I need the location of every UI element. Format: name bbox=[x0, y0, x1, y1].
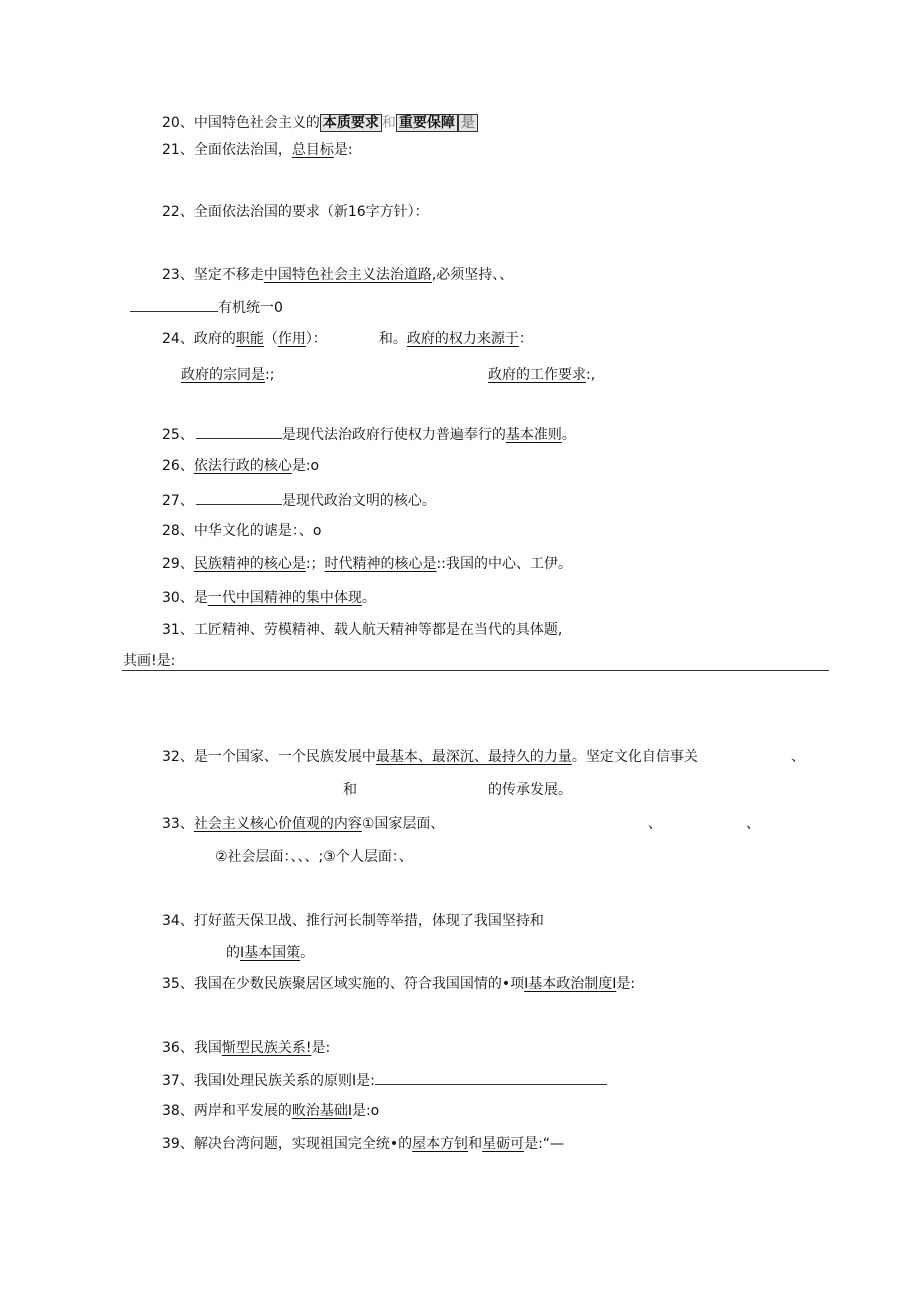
q39-text: 39、解决台湾问题，实现祖国完全统•的 bbox=[162, 1136, 413, 1152]
question-31 bbox=[162, 621, 562, 639]
q26-underlined: 依法行政的核心 bbox=[193, 458, 292, 474]
q25-end: 。 bbox=[561, 427, 576, 443]
q33-comma2 bbox=[746, 815, 760, 833]
q32-and bbox=[343, 781, 357, 799]
question-24 bbox=[162, 330, 533, 348]
q24-work-req: 政府的工作要求 bbox=[488, 367, 586, 383]
q24-work-req-end: :, bbox=[586, 367, 596, 383]
q32-comma-text: 、 bbox=[791, 749, 805, 765]
q29-national-spirit: 民族精神的核心是 bbox=[193, 556, 306, 572]
question-26 bbox=[162, 457, 319, 475]
q24-purpose: 政府的宗同是 bbox=[181, 367, 265, 383]
q39-end: 是:“— bbox=[524, 1136, 565, 1152]
q22-text: 22、全面依法治国的要求（新16字方针）： bbox=[162, 204, 429, 220]
q20-end: 是 bbox=[458, 114, 478, 132]
q37-text: 37、我国I处理民族关系的原则I是: bbox=[162, 1073, 375, 1089]
q30-underlined: 一代中国精神的集中体现 bbox=[207, 590, 362, 606]
q38-text: 38、两岸和平发展的 bbox=[162, 1103, 292, 1119]
q27-blank[interactable] bbox=[196, 490, 282, 505]
question-28 bbox=[162, 522, 321, 540]
q23-text: 23、坚定不移走 bbox=[162, 267, 264, 283]
q27-end: 是现代政治文明的核心。 bbox=[281, 493, 436, 509]
q21-underlined: 总目标 bbox=[291, 142, 334, 158]
question-22 bbox=[162, 203, 429, 221]
question-33 bbox=[162, 815, 444, 833]
question-23 bbox=[162, 266, 513, 284]
q33-comma1 bbox=[648, 815, 662, 833]
q24-end: ： bbox=[518, 331, 533, 347]
q35-end: 是: bbox=[616, 976, 636, 992]
q34-text: 34、打好蓝天保卫战、推行河长制等举措，体现了我国坚持和 bbox=[162, 913, 544, 929]
q23-underlined: 中国特色社会主义法治道路 bbox=[263, 267, 432, 283]
q37-blank[interactable] bbox=[375, 1070, 607, 1085]
q32-underlined: 最基本、最深沉、最持久的力量 bbox=[375, 749, 572, 765]
q33-comma2-text: 、 bbox=[746, 816, 760, 832]
q24-paren-open: （ bbox=[263, 331, 278, 347]
q39-and: 和 bbox=[468, 1136, 483, 1152]
q20-box-essential: 本质要求 bbox=[320, 114, 382, 132]
q29-mid: :； bbox=[305, 556, 325, 572]
q21-end: 是: bbox=[333, 142, 353, 158]
q20-and: 和 bbox=[381, 115, 396, 131]
q30-text: 30、是 bbox=[162, 590, 208, 606]
q21-text: 21、全面依法治国， bbox=[162, 142, 292, 158]
q28-text: 28、中华文化的谑是：、o bbox=[162, 523, 322, 539]
q34-pre: 的 bbox=[226, 945, 240, 961]
question-31-line2 bbox=[123, 652, 175, 670]
question-25 bbox=[162, 424, 576, 444]
q24-paren-close: ）： bbox=[305, 331, 327, 347]
q24-power-source: 政府的权力来源于 bbox=[406, 331, 519, 347]
q32-and-text: 和 bbox=[343, 782, 357, 798]
question-34-line2 bbox=[226, 944, 314, 962]
q23-line2-text: 有机统一0 bbox=[218, 300, 283, 316]
q23-end: ,必须坚持、、 bbox=[431, 267, 514, 283]
question-37 bbox=[162, 1070, 607, 1090]
question-20 bbox=[162, 114, 478, 132]
q33-comma1-text: 、 bbox=[648, 816, 662, 832]
q38-underlined: 畋治基础I bbox=[291, 1103, 352, 1119]
question-24-sub2 bbox=[488, 366, 595, 384]
answer-rule bbox=[122, 670, 829, 671]
q25-basic-principle: 基本准则 bbox=[505, 427, 562, 443]
q24-functions: 职能 bbox=[235, 331, 264, 347]
question-30 bbox=[162, 589, 376, 607]
q32-text: 32、是一个国家、一个民族发展中 bbox=[162, 749, 376, 765]
q24-purpose-end: :; bbox=[265, 367, 275, 383]
q32-end: 。坚定文化自信事关 bbox=[571, 749, 698, 765]
q32-comma bbox=[791, 748, 805, 766]
q30-end: 。 bbox=[361, 590, 376, 606]
question-39 bbox=[162, 1135, 564, 1153]
question-29 bbox=[162, 555, 572, 573]
q33-text: 33、 bbox=[162, 816, 194, 832]
q26-end: 是:o bbox=[291, 458, 320, 474]
q32-tail-text: 的传承发展。 bbox=[488, 782, 572, 798]
question-36 bbox=[162, 1039, 330, 1057]
q39-basic-policy: 屋本方钊 bbox=[412, 1136, 469, 1152]
q32-tail bbox=[488, 781, 572, 799]
q31-text: 31、工匠精神、劳模精神、载人航天精神等都是在当代的具体题, bbox=[162, 622, 563, 638]
question-33-line2 bbox=[215, 848, 413, 866]
q29-era-spirit: 时代精神的核心是 bbox=[324, 556, 437, 572]
q36-underlined: 惭型民族关系! bbox=[221, 1040, 312, 1056]
q29-text: 29、 bbox=[162, 556, 194, 572]
q33-underlined: 社会主义核心价值观的内容 bbox=[193, 816, 362, 832]
q33-line2-text: ②社会层面：、、、;③个人层面：、 bbox=[215, 849, 413, 865]
q25-mid: 是现代法治政府行使权力普遍奉行的 bbox=[281, 427, 506, 443]
q36-text: 36、我国 bbox=[162, 1040, 222, 1056]
q35-underlined: I基本政治制度I bbox=[524, 976, 617, 992]
q24-text: 24、政府的 bbox=[162, 331, 236, 347]
q35-text: 35、我国在少数民族聚居区域实施的、符合我国国情的•项 bbox=[162, 976, 525, 992]
question-32 bbox=[162, 748, 698, 766]
q36-end: 是: bbox=[311, 1040, 331, 1056]
question-35 bbox=[162, 975, 635, 993]
question-34 bbox=[162, 912, 544, 930]
q27-text: 27、 bbox=[162, 493, 194, 509]
question-24-sub1 bbox=[181, 366, 274, 384]
q38-end: 是:o bbox=[351, 1103, 380, 1119]
q20-box-guarantee: 重要保障 bbox=[396, 114, 458, 132]
q31-line2-text: 其画!是: bbox=[123, 653, 176, 669]
q23-blank[interactable] bbox=[130, 297, 218, 312]
question-38 bbox=[162, 1102, 379, 1120]
question-23-line2 bbox=[130, 297, 283, 317]
q24-and: 和。 bbox=[378, 331, 407, 347]
question-21 bbox=[162, 141, 353, 159]
question-27 bbox=[162, 490, 436, 510]
q33-mid: ①国家层面、 bbox=[361, 816, 445, 832]
q20-text: 20、中国特色社会主义的 bbox=[162, 115, 320, 131]
q25-blank[interactable] bbox=[196, 424, 282, 439]
q39-underlined2: 星砺可 bbox=[482, 1136, 525, 1152]
q25-text: 25、 bbox=[162, 427, 194, 443]
q26-text: 26、 bbox=[162, 458, 194, 474]
q29-end: ::我国的中心、工伊。 bbox=[436, 556, 572, 572]
q34-basic-policy: I基本国策 bbox=[240, 945, 301, 961]
q24-role: 作用 bbox=[277, 331, 306, 347]
q34-end: 。 bbox=[300, 945, 315, 961]
